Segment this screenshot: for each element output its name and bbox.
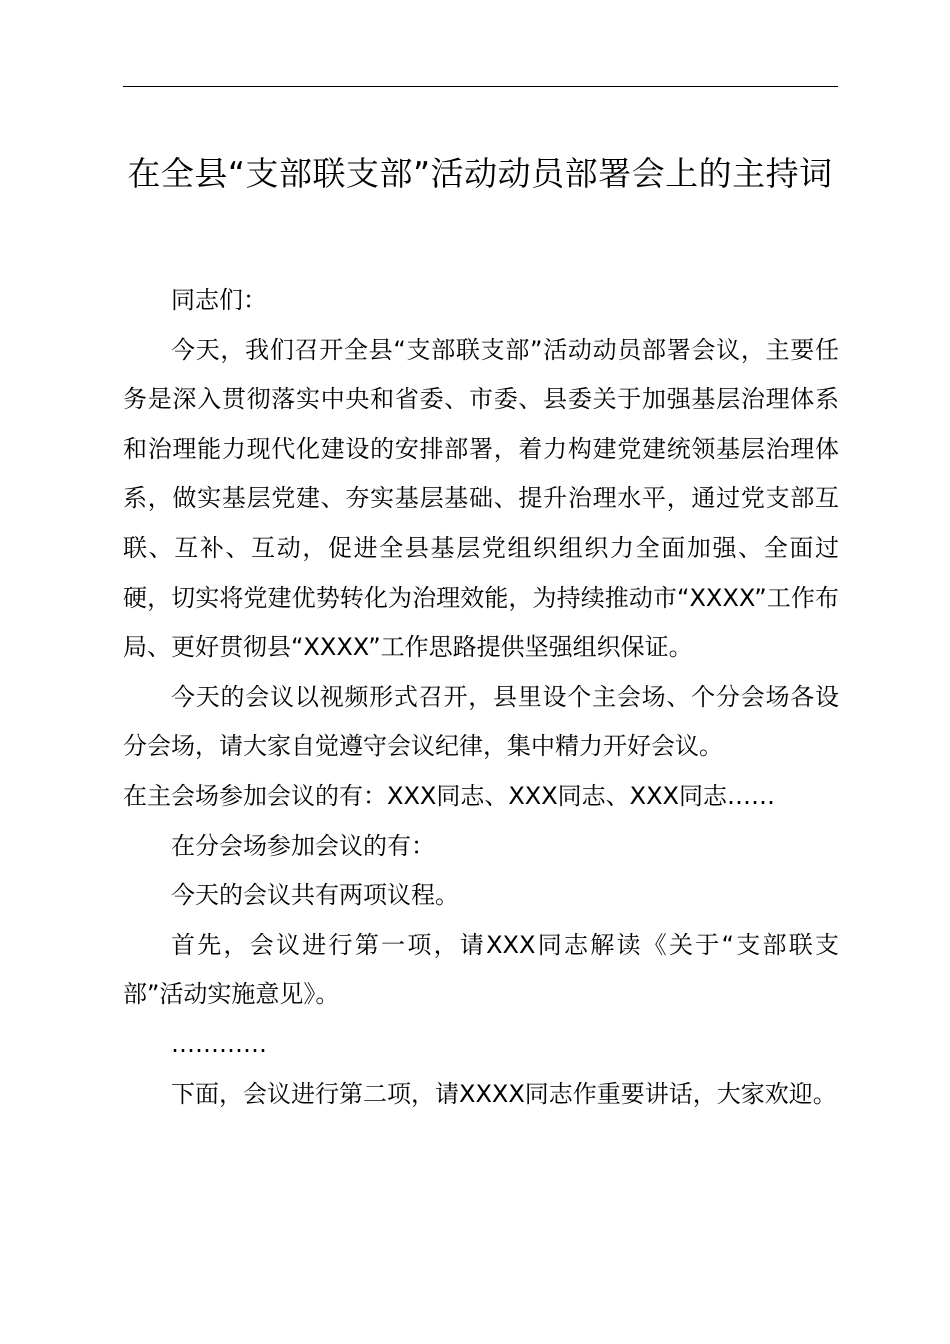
- paragraph-salutation: 同志们：: [171, 286, 267, 314]
- header-rule: [123, 86, 838, 87]
- paragraph-ellipsis: …………: [171, 1029, 267, 1058]
- paragraph-agenda-count: 今天的会议共有两项议程。: [171, 881, 459, 910]
- paragraph-format: 今天的会议以视频形式召开，县里设个主会场、个分会场各设分会场，请大家自觉遵守会议纪律，集中精力开好会议。: [123, 682, 839, 761]
- paragraph-agenda-item-2: 下面，会议进行第二项，请XXXX同志作重要讲话，大家欢迎。: [171, 1079, 837, 1108]
- document-body: [123, 276, 839, 1119]
- paragraph-purpose: 今天，我们召开全县“支部联支部”活动动员部署会议，主要任务是深入贯彻落实中央和省委、市委、县委关于加强基层治理体系和治理能力现代化建设的安排部署，着力构建党建统领基层治理体系，做实基层党建、夯实基层基础、提升治理水平，通过党支部互联、互补、互动，促进全县基层党组织组织力全面加强、全面过硬，切实将党建优势转化为治理效能，为持续推动市“XXXX”工作布局、更好贯彻县“XXXX”工作思路提供坚强组织保证。: [123, 335, 839, 662]
- paragraph-main-venue-attendees: 在主会场参加会议的有：XXX同志、XXX同志、XXX同志……: [123, 781, 775, 810]
- paragraph-sub-venue-attendees: 在分会场参加会议的有：: [171, 831, 435, 860]
- paragraph-agenda-item-1: 首先，会议进行第一项，请XXX同志解读《关于“支部联支部”活动实施意见》。: [123, 930, 839, 1009]
- document-title: 在全县“支部联支部”活动动员部署会上的主持词: [127, 154, 833, 193]
